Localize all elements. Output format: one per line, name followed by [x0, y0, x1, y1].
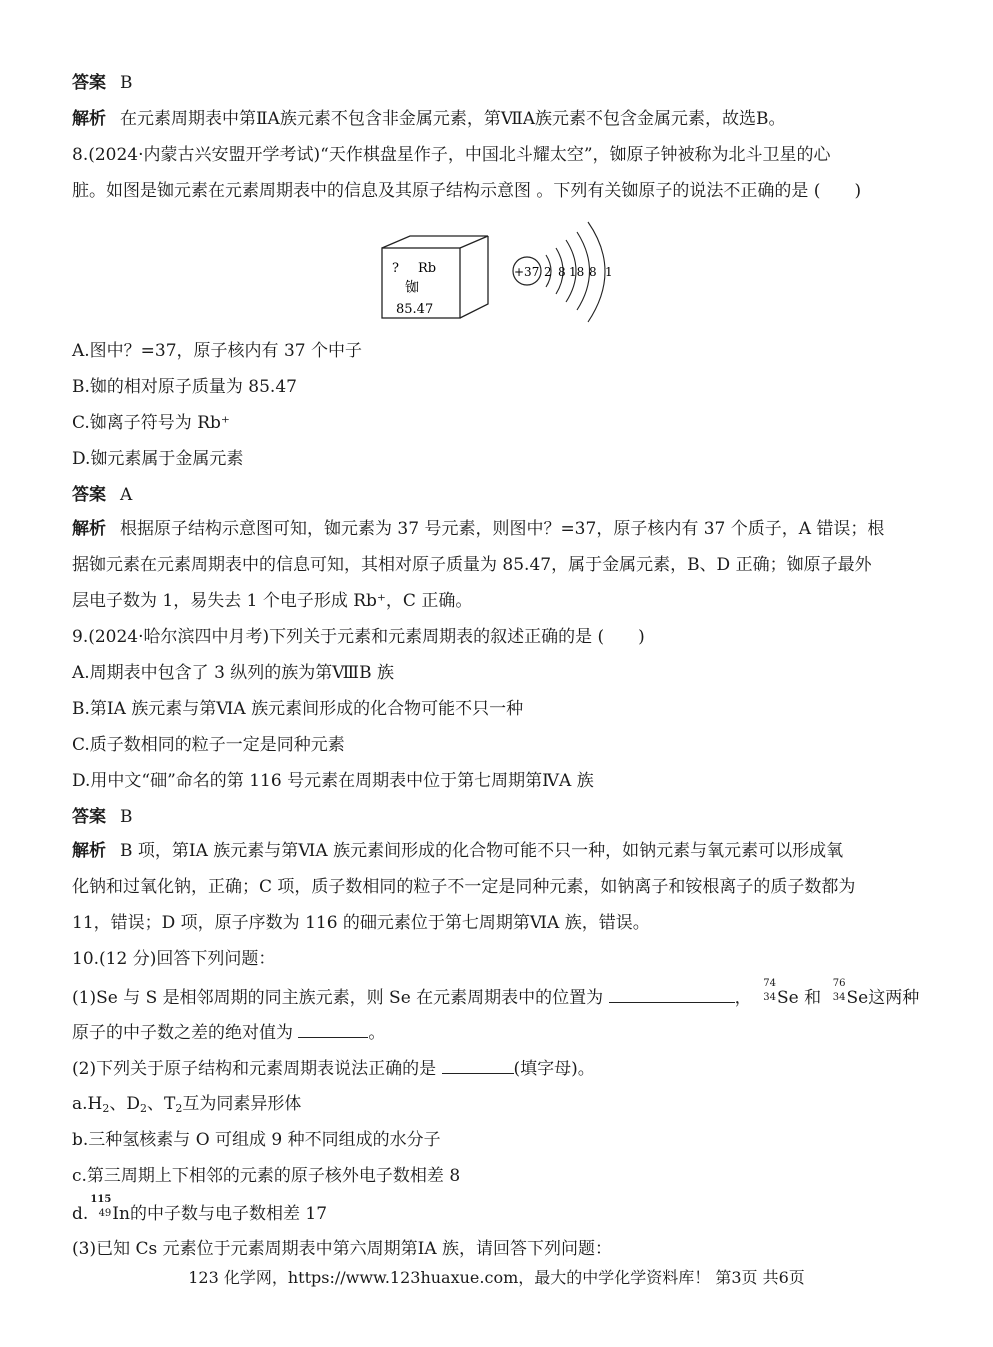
cube-element-name: 铷: [405, 280, 419, 296]
isotope-symbol: In: [112, 1204, 130, 1224]
cube-atomic-mass: 85.47: [396, 302, 434, 317]
atomic-number: 34: [763, 992, 776, 1003]
opt-a-mid2: 、T: [147, 1094, 176, 1114]
q8-option-c: C.铷离子符号为 Rb⁺: [72, 413, 230, 433]
page-footer: 123 化学网，https://www.123huaxue.com，最大的中学化学资料库！ 第3页 共6页: [188, 1268, 805, 1287]
analysis-text: B 项，第ⅠA 族元素与第ⅥA 族元素间形成的化合物可能不只一种，如钠元素与氧元素可以形成氧: [120, 841, 844, 861]
opt-a-mid1: 、D: [109, 1094, 141, 1114]
q9-option-c: C.质子数相同的粒子一定是同种元素: [72, 735, 345, 755]
q8-option-b: B.铷的相对原子质量为 85.47: [72, 377, 297, 397]
answer-blank-letters[interactable]: [442, 1057, 514, 1074]
q7-answer: [72, 72, 133, 94]
answer-blank-position[interactable]: [609, 986, 735, 1003]
q8-answer: [72, 484, 132, 506]
period: 。: [368, 1023, 386, 1043]
and-text: 和: [804, 988, 822, 1008]
q8-option-d: D.铷元素属于金属元素: [72, 449, 244, 469]
q9-answer: [72, 806, 133, 828]
mass-number: 115: [90, 1194, 112, 1205]
shell-electrons-1: 2: [544, 265, 552, 279]
answer-label: 答案: [72, 73, 106, 93]
q10-stem: 10.(12 分)回答下列问题：: [72, 949, 276, 969]
q9-analysis-line2: 化钠和过氧化钠，正确；C 项，质子数相同的粒子不一定是同种元素，如钠离子和铵根离子的质子数都为: [72, 877, 856, 897]
q10-option-a: [72, 1093, 301, 1120]
atomic-number: 49: [98, 1208, 112, 1219]
isotope-se76: [827, 978, 847, 1005]
cube-atomic-number: ?: [392, 261, 399, 276]
q9-option-a: A.周期表中包含了 3 纵列的族为第ⅧB 族: [72, 663, 394, 683]
answer-label: 答案: [72, 807, 106, 827]
q10-part1-line2: [72, 1021, 385, 1044]
analysis-text: 在元素周期表中第ⅡA族元素不包含非金属元素，第ⅦA族元素不包含金属元素，故选B。: [120, 109, 786, 129]
answer-label: 答案: [72, 485, 106, 505]
comma: ，: [734, 988, 752, 1008]
answer-value: A: [120, 485, 133, 505]
q9-stem: 9.(2024·哈尔滨四中月考)下列关于元素和元素周期表的叙述正确的是 ( ): [72, 627, 645, 647]
isotope-symbol: Se: [776, 988, 799, 1008]
mass-number: 76: [832, 978, 846, 989]
shell-electrons-5: 1: [605, 265, 613, 279]
mass-number: 74: [763, 978, 776, 989]
shell-electrons-3: 18: [569, 265, 585, 279]
part1-text: (1)Se 与 S 是相邻周期的同主族元素，则 Se 在元素周期表中的位置为: [72, 988, 604, 1008]
nucleus-charge: +37: [514, 265, 540, 279]
answer-value: B: [120, 807, 133, 827]
q10-option-d: [72, 1194, 328, 1225]
opt-d-pre: d.: [72, 1204, 89, 1224]
isotope-se74: [757, 978, 777, 1005]
analysis-text: 根据原子结构示意图可知，铷元素为 37 号元素，则图中？=37，原子核内有 37 个质子，A 错误；根: [120, 519, 885, 539]
q8-analysis-line2: 据铷元素在元素周期表中的信息可知，其相对原子质量为 85.47，属于金属元素，B、D 正确；铷原子最外: [72, 555, 872, 575]
q10-part3: (3)已知 Cs 元素位于元素周期表中第六周期第ⅠA 族，请回答下列问题：: [72, 1239, 613, 1259]
q9-analysis-line3: 11，错误；D 项，原子序数为 116 的鿬元素位于第七周期第ⅥA 族，错误。: [72, 913, 650, 933]
analysis-label: 解析: [72, 519, 106, 539]
rubidium-figure: [370, 218, 630, 330]
q9-analysis-line1: [72, 840, 843, 862]
part2-text: (2)下列关于原子结构和元素周期表说法正确的是: [72, 1059, 437, 1079]
q8-analysis-line1: [72, 518, 884, 540]
q10-part1-line1: [72, 978, 920, 1009]
subscript: 2: [140, 1102, 148, 1115]
answer-value: B: [120, 73, 133, 93]
q8-stem-line1: 8.(2024·内蒙古兴安盟开学考试)“天作棋盘星作子，中国北斗耀太空”，铷原子钟被称为北斗卫星的心: [72, 145, 831, 165]
opt-a-post: 互为同素异形体: [182, 1094, 302, 1114]
part1-line2-text: 原子的中子数之差的绝对值为: [72, 1023, 293, 1043]
subscript: 2: [175, 1102, 183, 1115]
analysis-label: 解析: [72, 841, 106, 861]
analysis-label: 解析: [72, 109, 106, 129]
shell-electrons-2: 8: [558, 265, 566, 279]
q8-stem-line2: 脏。如图是铷元素在元素周期表中的信息及其原子结构示意图 。下列有关铷原子的说法不正确的是 ( ): [72, 181, 862, 201]
q10-part2: [72, 1057, 595, 1080]
opt-a-pre: a.H: [72, 1094, 103, 1114]
part1-tail: 这两种: [868, 988, 920, 1008]
q10-option-c: c.第三周期上下相邻的元素的原子核外电子数相差 8: [72, 1166, 461, 1186]
isotope-in115: [88, 1194, 112, 1221]
subscript: 2: [102, 1102, 110, 1115]
part2-end: (填字母)。: [513, 1059, 595, 1079]
atomic-number: 34: [832, 992, 846, 1003]
opt-d-post: 的中子数与电子数相差 17: [129, 1204, 328, 1224]
cube-symbol: Rb: [418, 261, 437, 276]
answer-blank-neutron-diff[interactable]: [298, 1021, 368, 1038]
q7-analysis: [72, 108, 786, 130]
q9-option-d: D.用中文“鿬”命名的第 116 号元素在周期表中位于第七周期第ⅣA 族: [72, 771, 594, 791]
q9-option-b: B.第ⅠA 族元素与第ⅥA 族元素间形成的化合物可能不只一种: [72, 699, 524, 719]
q10-option-b: b.三种氢核素与 O 可组成 9 种不同组成的水分子: [72, 1130, 441, 1150]
isotope-symbol: Se: [846, 988, 869, 1008]
q8-analysis-line3: 层电子数为 1，易失去 1 个电子形成 Rb⁺，C 正确。: [72, 591, 473, 611]
shell-electrons-4: 8: [589, 265, 597, 279]
q8-option-a: A.图中？=37，原子核内有 37 个中子: [72, 341, 362, 361]
